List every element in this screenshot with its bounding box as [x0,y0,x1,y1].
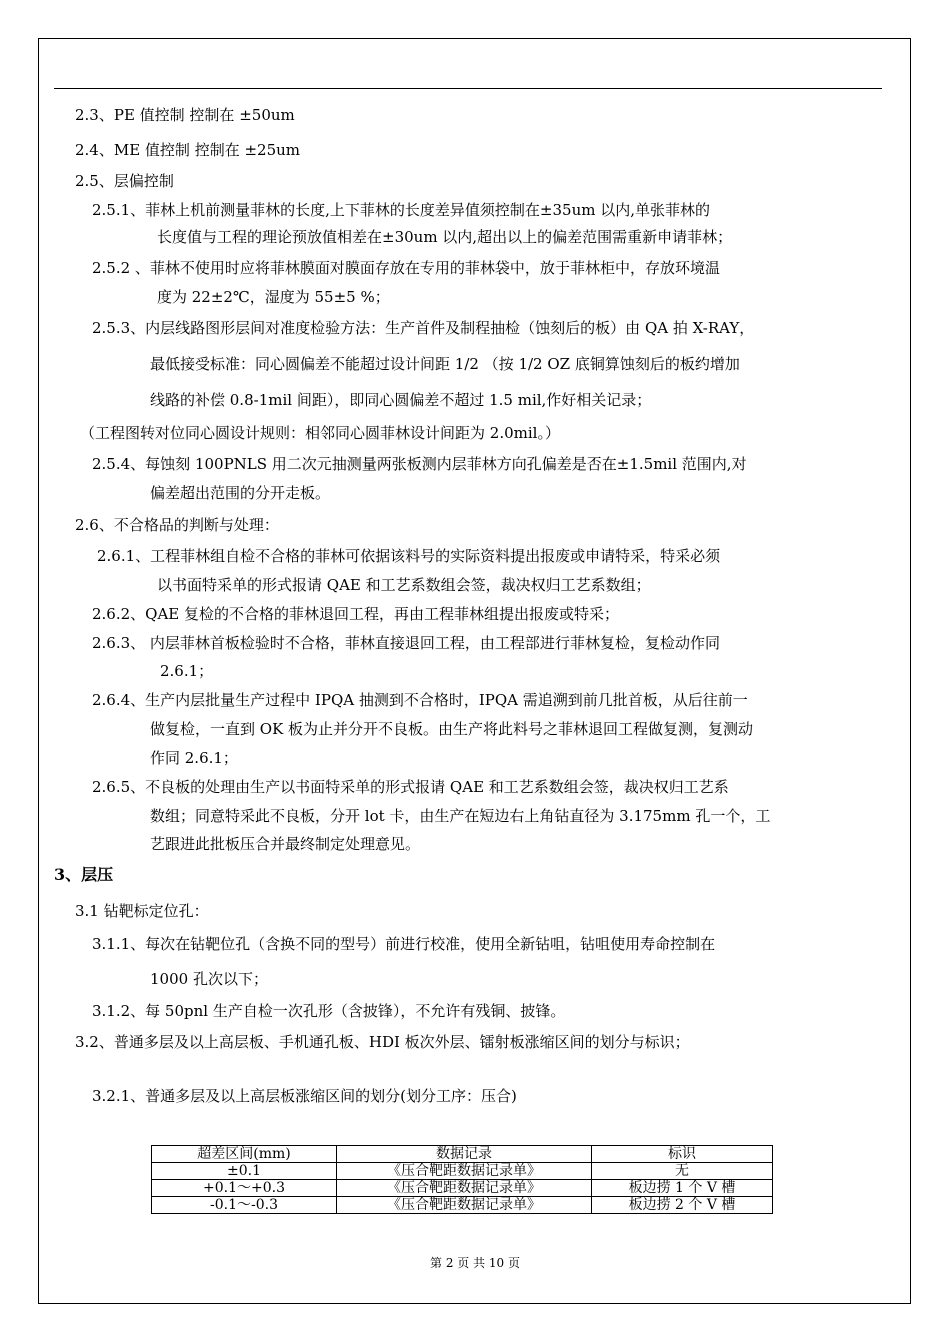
table-cell: 板边捞 1 个 V 槽 [592,1180,773,1197]
section-2-5-2-line-1: 2.5.2 、菲林不使用时应将菲林膜面对膜面存放在专用的菲林袋中，放于菲林柜中，存放环境温 [92,259,720,277]
table-header-cell: 标识 [592,1146,773,1163]
section-2-6-3-line-2: 2.6.1； [160,662,214,680]
section-2-6: 2.6、不合格品的判断与处理： [75,516,279,534]
section-2-5-4-line-2: 偏差超出范围的分开走板。 [150,484,331,502]
table-cell: +0.1～+0.3 [152,1180,337,1197]
section-2-6-5-line-1: 2.6.5、不良板的处理由生产以书面特采单的形式报请 QAE 和工艺系数组会签，裁决权归工艺系 [92,778,729,796]
section-2-4: 2.4、ME 值控制 控制在 ±25um [75,141,301,159]
section-3-heading: 3、层压 [54,865,114,884]
section-2-5-3-line-1: 2.5.3、内层线路图形层间对准度检验方法：生产首件及制程抽检（蚀刻后的板）由 QA 拍 X-RAY， [92,319,755,337]
page-footer: 第 2 页 共 10 页 [430,1256,520,1270]
section-2-5-4-line-1: 2.5.4、每蚀刻 100PNLS 用二次元抽测量两张板测内层菲林方向孔偏差是否在±1.5mil 范围内,对 [92,455,747,473]
section-2-6-5-line-2: 数组；同意特采此不良板，分开 lot 卡，由生产在短边右上角钻直径为 3.175mm 孔一个，工 [150,807,771,825]
section-2-5-1-line-1: 2.5.1、菲林上机前测量菲林的长度,上下菲林的长度差异值须控制在±35um 以内,单张菲林的 [92,201,711,219]
section-2-6-5-line-3: 艺跟进此批板压合并最终制定处理意见。 [150,835,421,853]
table-header-row [152,1146,773,1163]
shrinkage-table [151,1145,773,1214]
table-row [152,1180,773,1197]
section-2-5-2-line-2: 度为 22±2℃，湿度为 55±5 %； [157,288,390,306]
table-row [152,1197,773,1214]
table-cell: 《压合靶距数据记录单》 [337,1197,592,1214]
section-3-2-1: 3.2.1、普通多层及以上高层板涨缩区间的划分(划分工序：压合) [92,1087,517,1105]
section-3-1-2: 3.1.2、每 50pnl 生产自检一次孔形（含披锋），不允许有残铜、披锋。 [92,1002,566,1020]
section-3-1-1-line-2: 1000 孔次以下； [150,970,268,988]
section-2-6-1-line-2: 以书面特采单的形式报请 QAE 和工艺系数组会签，裁决权归工艺系数组； [157,576,651,594]
table-cell: 《压合靶距数据记录单》 [337,1180,592,1197]
section-2-5-3-line-4: （工程图转对位同心圆设计规则：相邻同心圆菲林设计间距为 2.0mil。） [80,424,560,442]
table-cell: -0.1～-0.3 [152,1197,337,1214]
table-cell: ±0.1 [152,1163,337,1180]
section-2-6-2: 2.6.2、QAE 复检的不合格的菲林退回工程，再由工程菲林组提出报废或特采； [92,605,620,623]
section-2-5-3-line-2: 最低接受标准：同心圆偏差不能超过设计间距 1/2 （按 1/2 OZ 底铜算蚀刻后的板约增加 [150,355,740,373]
section-2-6-4-line-2: 做复检，一直到 OK 板为止并分开不良板。由生产将此料号之菲林退回工程做复测，复测动 [150,720,754,738]
table-cell: 《压合靶距数据记录单》 [337,1163,592,1180]
section-2-5: 2.5、层偏控制 [75,172,174,190]
section-3-1: 3.1 钻靶标定位孔： [75,902,209,920]
table-cell: 板边捞 2 个 V 槽 [592,1197,773,1214]
section-2-6-1-line-1: 2.6.1、工程菲林组自检不合格的菲林可依据该料号的实际资料提出报废或申请特采，特采必须 [97,547,721,565]
table-header-cell: 数据记录 [337,1146,592,1163]
table-header-cell: 超差区间(mm) [152,1146,337,1163]
section-2-6-4-line-3: 作同 2.6.1； [150,749,238,767]
section-3-1-1-line-1: 3.1.1、每次在钻靶位孔（含换不同的型号）前进行校准，使用全新钻咀，钻咀使用寿命控制在 [92,935,716,953]
section-2-3: 2.3、PE 值控制 控制在 ±50um [75,106,295,124]
section-3-2: 3.2、普通多层及以上高层板、手机通孔板、HDI 板次外层、镭射板涨缩区间的划分与标识； [75,1033,690,1051]
table-cell: 无 [592,1163,773,1180]
header-divider [54,88,882,89]
section-2-5-3-line-3: 线路的补偿 0.8-1mil 间距），即同心圆偏差不超过 1.5 mil,作好相关记录； [150,391,652,409]
section-2-6-4-line-1: 2.6.4、生产内层批量生产过程中 IPQA 抽测到不合格时，IPQA 需追溯到前几批首板，从后往前一 [92,691,748,709]
section-2-6-3-line-1: 2.6.3、 内层菲林首板检验时不合格，菲林直接退回工程，由工程部进行菲林复检，复检动作同 [92,634,720,652]
table-row [152,1163,773,1180]
section-2-5-1-line-2: 长度值与工程的理论预放值相差在±30um 以内,超出以上的偏差范围需重新申请菲林； [157,228,733,246]
